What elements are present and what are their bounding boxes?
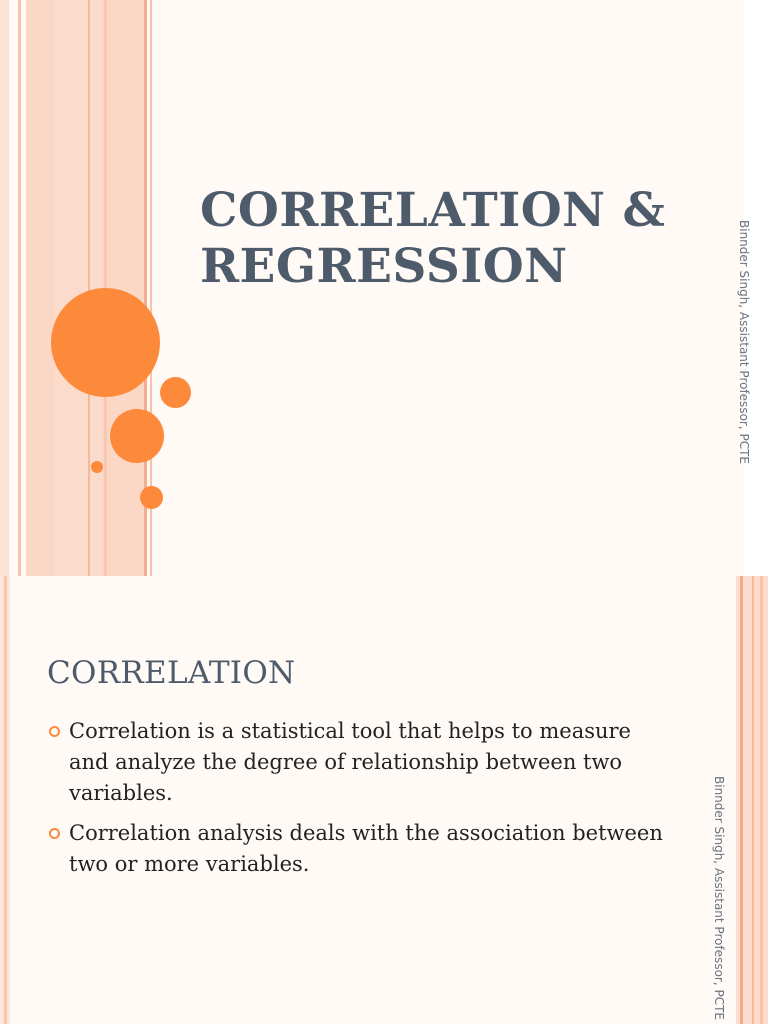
decorative-line — [4, 576, 7, 1024]
tiny-circle-decoration — [91, 461, 103, 473]
author-footer: Binnder Singh, Assistant Professor, PCTE — [712, 776, 726, 1020]
decorative-band — [0, 0, 9, 576]
slide-heading: CORRELATION — [47, 655, 296, 691]
title-line-1: CORRELATION & — [200, 183, 666, 238]
large-circle-decoration — [51, 288, 160, 397]
list-item — [45, 716, 665, 809]
slide-title — [200, 183, 720, 295]
title-line-2: REGRESSION — [200, 239, 568, 294]
small-circle-decoration — [140, 486, 163, 509]
decorative-line — [18, 0, 21, 576]
small-circle-decoration — [160, 377, 191, 408]
bullet-list — [45, 716, 665, 889]
circle-bullet-icon — [49, 828, 60, 839]
content-slide — [0, 576, 768, 1024]
decorative-line — [740, 576, 743, 1024]
bullet-text: Correlation analysis deals with the association between two or more variables. — [69, 821, 663, 876]
bullet-text: Correlation is a statistical tool that helps to measure and analyze the degree of relationship between two variables. — [69, 719, 631, 805]
decorative-line — [760, 576, 763, 1024]
decorative-line — [88, 0, 90, 576]
list-item — [45, 818, 665, 880]
medium-circle-decoration — [110, 409, 164, 463]
author-footer: Binnder Singh, Assistant Professor, PCTE — [737, 220, 751, 464]
circle-bullet-icon — [49, 726, 60, 737]
decorative-line — [752, 576, 754, 1024]
